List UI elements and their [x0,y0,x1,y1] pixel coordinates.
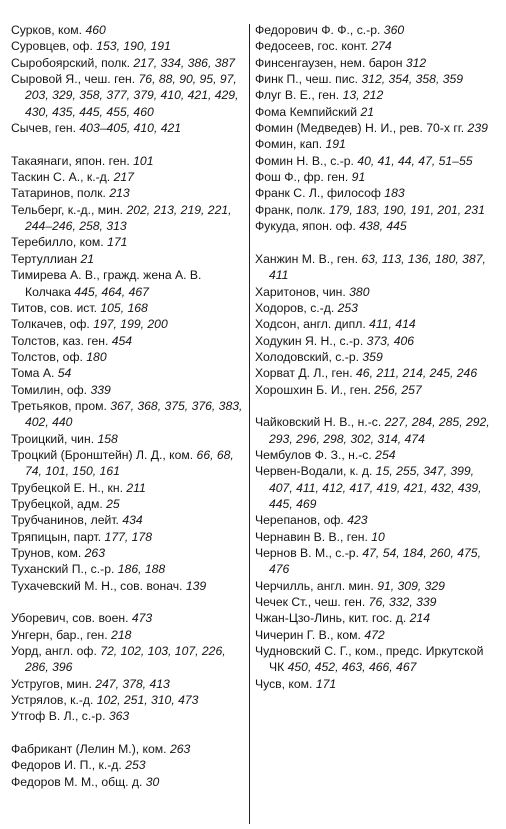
entry-name: Федоров М. М., общ. д. [11,774,143,789]
entry-name: Сычев, ген. [11,121,77,136]
entry-name: Федосеев, гос. конт. [255,39,368,54]
entry-pages: 25 [106,496,120,511]
entry-name: Ходоров, с.-д. [255,300,335,315]
entry-pages: 30 [145,774,160,789]
entry-name: Холодовский, с.-р. [255,349,360,364]
entry-name: Черепанов, оф. [255,513,344,528]
entry-pages: 411, 414 [369,317,416,332]
entry-name: Унгерн, бар., ген. [11,627,108,642]
index-entry [255,120,500,136]
entry-name: Флуг В. Е., ген. [255,88,340,103]
index-entry [255,463,500,512]
letter-group-gap [11,136,249,152]
entry-name: Тома А. [11,366,55,381]
entry-pages: 21 [80,251,95,266]
entry-pages: 91 [351,170,366,185]
entry-pages: 367, 368, 375, 376, 383, 402, 440 [25,398,243,430]
index-entry [11,741,249,757]
entry-name: Томилин, оф. [11,382,88,397]
entry-name: Чернов В. М., с.-р. [255,546,359,560]
entry-name: Устругов, мин. [11,676,92,691]
index-entry [11,447,249,480]
entry-name: Таскин С. А., к.-д. [11,170,111,185]
letter-group-gap [11,594,249,610]
entry-pages: 217 [113,170,134,185]
entry-name: Троцкий (Бронштейн) Л. Д., ком. [11,447,194,462]
index-entry [255,71,500,87]
entry-name: Третьяков, пром. [11,398,107,413]
entry-name: Финсенгаузен, нем. барон [255,55,403,70]
index-entry [11,512,249,528]
letter-group-gap [255,234,500,250]
index-entry [11,480,249,496]
entry-pages: 213 [109,186,130,201]
entry-name: Устрялов, к.-д. [11,693,94,708]
index-entry [11,643,249,676]
entry-pages: 359 [362,349,383,364]
entry-pages: 66, 68, 74, 101, 150, 161 [25,447,234,479]
index-entry [11,349,249,365]
index-entry [255,284,500,300]
index-entry [255,153,500,169]
entry-pages: 380 [349,284,370,299]
entry-name: Чечек Ст., чеш. ген. [255,595,366,610]
entry-name: Уборевич, сов. воен. [11,611,129,626]
index-entry [11,627,249,643]
index-entry [255,610,500,626]
entry-pages: 211 [126,480,146,495]
index-entry [11,496,249,512]
entry-pages: 177, 178 [104,529,152,544]
index-entry [255,578,500,594]
index-entry [11,120,249,136]
entry-name: Фомин Н. В., с.-р. [255,153,354,168]
entry-pages: 254 [375,447,396,462]
index-entry [255,55,500,71]
index-entry [11,561,249,577]
index-entry [11,55,249,71]
entry-name: Теребилло, ком. [11,235,104,250]
entry-pages: 256, 257 [374,382,422,397]
entry-pages: 403–405, 410, 421 [79,121,182,136]
entry-name: Черчилль, англ. мин. [255,578,374,593]
index-entry [11,38,249,54]
entry-name: Утгоф В. Л., с.-р. [11,709,106,724]
entry-pages: 454 [111,333,133,348]
entry-pages: 171 [107,235,128,250]
entry-pages: 186, 188 [117,562,166,577]
entry-name: Фомин (Медведев) Н. И., рев. 70-х гг. [255,121,465,136]
entry-pages: 105, 168 [100,300,148,315]
index-entry [255,316,500,332]
entry-name: Тертуллиан [11,251,78,266]
entry-pages: 263 [84,546,105,560]
index-entry [11,545,249,561]
entry-pages: 239 [467,121,488,136]
entry-pages: 263 [169,742,191,757]
index-entry [255,169,500,185]
entry-pages: 274 [371,39,392,54]
entry-pages: 10 [371,529,385,544]
entry-pages: 253 [125,758,146,773]
entry-pages: 473 [131,611,153,626]
entry-name: Тухачевский М. Н., сов. вонач. [11,578,183,593]
entry-name: Троицкий, чин. [11,431,95,446]
column-divider [249,24,250,824]
entry-name: Червен-Водали, к. д. [255,464,373,479]
entry-pages: 450, 452, 463, 466, 467 [287,660,417,675]
index-entry [11,22,249,38]
index-entry [255,349,500,365]
index-entry [11,202,249,235]
index-entry [11,398,249,431]
entry-pages: 40, 41, 44, 47, 51–55 [357,153,473,168]
entry-pages: 76, 88, 90, 95, 97, 203, 329, 358, 377, 379, 410, 421, 429, 430, 435, 445, 455, 460 [25,72,239,119]
entry-pages: 13, 212 [342,88,384,103]
entry-pages: 197, 199, 200 [93,317,168,332]
index-entry [11,300,249,316]
entry-name: Франк С. Л., философ [255,186,381,201]
entry-pages: 72, 102, 103, 107, 226, 286, 396 [25,644,226,675]
entry-pages: 171 [315,676,337,691]
entry-pages: 373, 406 [366,333,415,348]
entry-name: Чембулов Ф. З., н.-с. [255,447,372,462]
entry-name: Фома Кемпийский [255,104,358,119]
index-entry [11,676,249,692]
entry-name: Харитонов, чин. [255,284,346,299]
entry-pages: 339 [90,382,111,397]
entry-pages: 445, 464, 467 [74,284,149,299]
entry-pages: 54 [57,366,72,381]
index-entry [255,202,500,218]
letter-group-gap [11,725,249,741]
entry-name: Сыробоярский, полк. [11,55,131,70]
index-entry [11,529,249,545]
index-entry [11,692,249,708]
entry-name: Толкачев, оф. [11,317,90,332]
entry-pages: 180 [86,349,107,364]
index-entry [255,251,500,284]
index-entry [11,610,249,626]
index-entry [255,529,500,545]
index-entry [11,251,249,267]
entry-name: Ходсон, англ. дипл. [255,317,366,332]
entry-name: Чусв, ком. [255,676,313,691]
index-entry [11,267,249,300]
entry-pages: 312, 354, 358, 359 [361,72,464,87]
entry-name: Трубецкой, адм. [11,496,103,511]
entry-name: Толстов, каз. ген. [11,333,109,348]
entry-name: Ходукин Я. Н., с.-р. [255,333,364,348]
index-entry [11,774,249,790]
entry-name: Фомин, кап. [255,137,323,152]
entry-pages: 227, 284, 285, 292, 293, 296, 298, 302, 314, 474 [269,415,490,446]
entry-name: Такаянаги, япон. ген. [11,153,130,168]
entry-name: Чичерин Г. В., ком. [255,627,361,642]
index-entry [11,316,249,332]
entry-pages: 46, 211, 214, 245, 246 [356,366,478,381]
index-entry [255,365,500,381]
entry-name: Уорд, англ. оф. [11,644,97,659]
entry-name: Фош Ф., фр. ген. [255,170,349,185]
index-column-left [11,22,249,829]
entry-name: Титов, сов. ист. [11,300,97,315]
entry-pages: 153, 190, 191 [96,39,171,54]
entry-name: Трунов, ком. [11,546,82,560]
index-entry [11,185,249,201]
index-entry [11,431,249,447]
entry-pages: 247, 378, 413 [95,676,170,691]
index-entry [11,333,249,349]
entry-name: Туханский П., с.-р. [11,562,115,577]
entry-name: Сурков, ком. [11,23,83,37]
entry-name: Чудновский С. Г., ком., предс. Иркутской ЧК [255,644,484,675]
index-entry [255,382,500,398]
index-entry [11,365,249,381]
entry-name: Франк, полк. [255,202,326,217]
entry-name: Татаринов, полк. [11,186,106,201]
entry-name: Фукуда, япон. оф. [255,219,356,234]
entry-name: Финк П., чеш. пис. [255,72,359,87]
entry-pages: 312 [405,55,427,70]
index-entry [255,185,500,201]
entry-name: Трубецкой Е. Н., кн. [11,480,123,495]
entry-pages: 202, 213, 219, 221, 244–246, 258, 313 [25,202,232,234]
entry-pages: 102, 251, 310, 473 [96,693,199,708]
entry-pages: 253 [337,300,358,315]
index-entry [11,234,249,250]
entry-pages: 47, 54, 184, 260, 475, 476 [269,546,481,577]
index-entry [11,578,249,594]
entry-pages: 472 [364,627,385,642]
entry-pages: 434 [122,513,143,528]
entry-name: Хорват Д. Л., ген. [255,366,353,381]
index-entry [255,643,500,676]
index-entry [255,218,500,234]
entry-pages: 76, 332, 339 [368,595,437,610]
index-entry [255,676,500,692]
index-entry [255,136,500,152]
index-entry [11,71,249,120]
entry-pages: 21 [360,104,375,119]
index-entry [255,447,500,463]
entry-name: Тельберг, к.-д., мин. [11,202,124,217]
entry-name: Толстов, оф. [11,349,83,364]
entry-pages: 179, 183, 190, 191, 201, 231 [329,202,485,217]
entry-pages: 15, 255, 347, 399, 407, 411, 412, 417, 419, 421, 432, 439, 445, 469 [269,464,482,511]
entry-name: Чайковский Н. В., н.-с. [255,415,382,430]
index-entry [255,627,500,643]
entry-pages: 183 [384,186,405,201]
entry-pages: 438, 445 [359,219,407,234]
entry-pages: 218 [111,627,132,642]
index-entry [255,333,500,349]
index-column-right [255,22,500,829]
index-entry [11,169,249,185]
index-entry [11,757,249,773]
index-entry [11,708,249,724]
entry-pages: 360 [383,23,405,37]
index-entry [255,104,500,120]
entry-pages: 91, 309, 329 [377,578,445,593]
entry-name: Сыровой Я., чеш. ген. [11,72,136,87]
index-entry [255,22,500,38]
entry-pages: 217, 334, 386, 387 [133,55,236,70]
entry-name: Ханжин М. В., ген. [255,251,358,266]
index-entry [255,512,500,528]
entry-name: Тряпицын, парт. [11,529,102,544]
index-entry [255,38,500,54]
entry-name: Тимирева А. В., гражд. жена А. В. Колчака [11,268,202,299]
index-entry [255,414,500,447]
entry-pages: 63, 113, 136, 180, 387, 411 [269,251,486,283]
entry-pages: 158 [97,431,118,446]
entry-name: Федоров И. П., к.-д. [11,758,122,773]
entry-name: Суровцев, оф. [11,39,93,54]
entry-name: Хорошхин Б. И., ген. [255,382,371,397]
index-entry [255,594,500,610]
entry-name: Фабрикант (Лелин М.), ком. [11,742,167,757]
index-entry [11,382,249,398]
entry-pages: 139 [185,578,207,593]
entry-pages: 191 [325,137,346,152]
entry-pages: 423 [347,513,368,528]
entry-pages: 214 [409,611,430,626]
entry-pages: 363 [108,709,130,724]
entry-name: Федорович Ф. Ф., с.-р. [255,23,381,37]
index-entry [11,153,249,169]
index-entry [255,87,500,103]
index-entry [255,545,500,578]
entry-pages: 460 [85,23,106,37]
entry-pages: 101 [133,153,154,168]
index-entry [255,300,500,316]
entry-name: Чернавин В. В., ген. [255,529,368,544]
entry-name: Трубчанинов, лейт. [11,513,119,528]
letter-group-gap [255,398,500,414]
entry-name: Чжан-Цзо-Линь, кит. гос. д. [255,611,407,626]
